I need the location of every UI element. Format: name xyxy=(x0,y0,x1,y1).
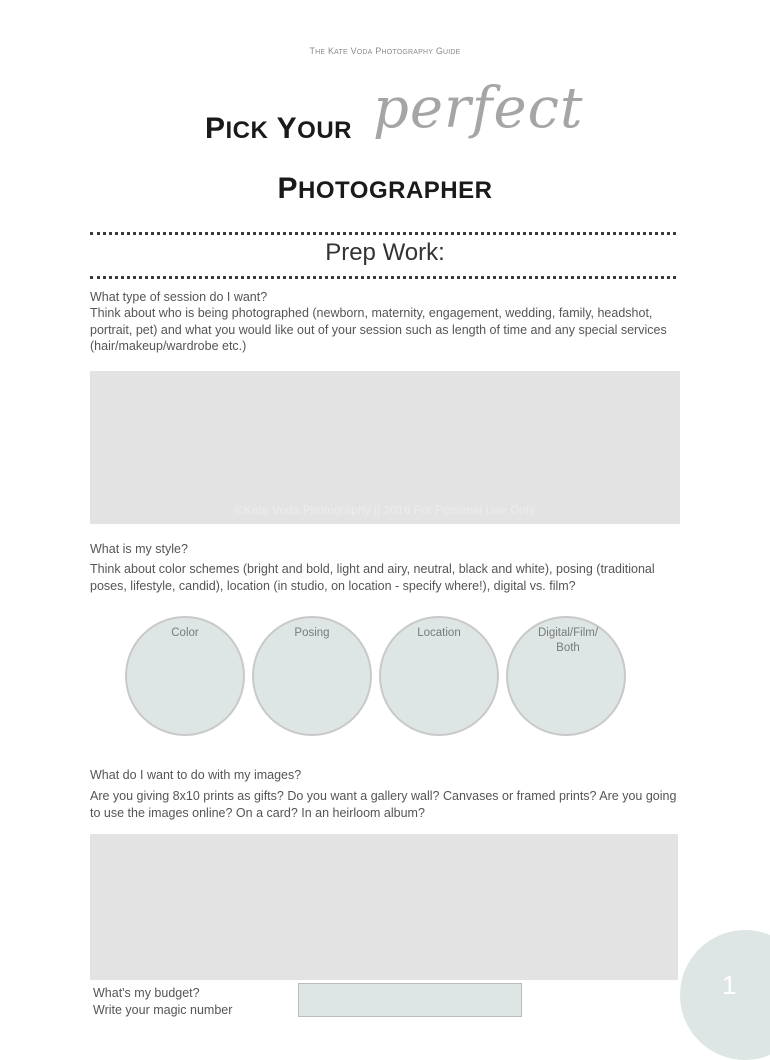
images-question: What do I want to do with my images? xyxy=(90,768,302,782)
title-line-1: PICK YOUR xyxy=(205,112,353,145)
section-heading: Prep Work: xyxy=(325,239,445,266)
style-circle-label: Location xyxy=(417,627,461,639)
title-script-word: perfect xyxy=(373,76,584,141)
images-answer-box[interactable] xyxy=(90,834,678,980)
budget-input[interactable] xyxy=(298,983,522,1017)
session-answer-box[interactable] xyxy=(90,371,680,524)
session-question: What type of session do I want? xyxy=(90,290,268,304)
page-number: 1 xyxy=(722,970,737,1000)
style-circle-location[interactable] xyxy=(379,616,499,736)
dotted-divider-bottom xyxy=(90,276,676,279)
title-line-2: PHOTOGRAPHER xyxy=(277,172,493,205)
dotted-divider-top xyxy=(90,232,676,235)
images-description: Are you giving 8x10 prints as gifts? Do you want a gallery wall? Canvases or framed prints? Are you going to use the images online? On a card? In an heirloom album? xyxy=(90,789,677,820)
budget-question: What's my budget? xyxy=(93,986,200,1000)
style-circle-label: Posing xyxy=(294,627,330,639)
budget-prompt: Write your magic number xyxy=(93,1003,233,1017)
watermark: ©Kate Voda Photography || 2016 For Personal Use Only xyxy=(235,503,535,517)
style-circle-label: Digital/Film/ Both xyxy=(537,627,599,654)
style-circle-posing[interactable] xyxy=(252,616,372,736)
guide-header: THE KATE VODA PHOTOGRAPHY GUIDE xyxy=(309,46,461,56)
style-description: Think about color schemes (bright and bold, light and airy, neutral, black and white), posing (traditional poses, lifestyle, candid), location (in studio, on location - specify where!), digital vs. film? xyxy=(90,562,655,593)
style-circle-digital-film[interactable] xyxy=(506,616,626,736)
session-description: Think about who is being photographed (newborn, maternity, engagement, wedding, family, headshot, portrait, pet) and what you would like out of your session such as length of time and any special services (hair/makeup/wardrobe etc.) xyxy=(90,306,667,353)
style-circle-label: Color xyxy=(171,627,199,639)
style-circle-color[interactable] xyxy=(125,616,245,736)
style-question: What is my style? xyxy=(90,542,188,556)
